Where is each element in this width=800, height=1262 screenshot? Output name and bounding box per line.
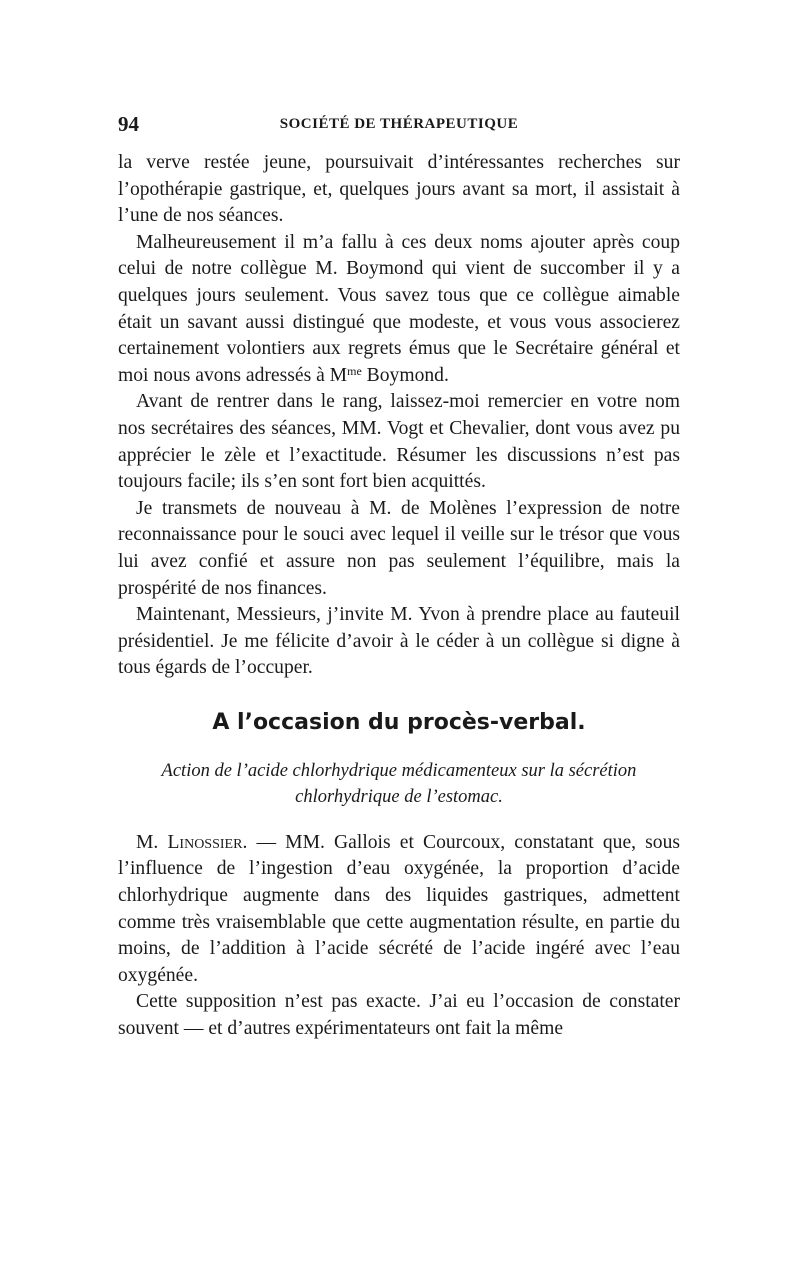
- paragraph: la verve restée jeune, poursuivait d’intéressantes recherches sur l’opothérapie gastrique, et, quelques jours avant sa mort, il assistait à l’une de nos séances.: [118, 152, 680, 227]
- paragraph: Maintenant, Messieurs, j’invite M. Yvon à prendre place au fauteuil présidentiel. Je me félicite d’avoir à le céder à un collègue si digne à tous égards de l’occuper.: [118, 604, 680, 679]
- paragraph-text: Malheureusement il m’a fallu à ces deux noms ajouter après coup celui de notre collègue M. Boymond qui vient de succomber il y a quelques jours seulement. Vous savez tous que ce collègue aimable était un savant aussi distingué que modeste, et vous vous associerez certainement volontiers aux regrets émus que le Secrétaire général et moi nous avons adressés à M: [118, 231, 680, 386]
- speaker-name-smallcaps: inossier: [179, 831, 243, 853]
- superscript: me: [347, 363, 362, 378]
- paragraph: Cette supposition n’est pas exacte. J’ai eu l’occasion de constater souvent — et d’autres expérimentateurs ont fait la même: [118, 991, 680, 1040]
- paragraph-text: Boymond.: [361, 364, 449, 386]
- section-subtitle: Action de l’acide chlorhydrique médicamenteux sur la sécrétion chlorhydrique de l’estomac.: [161, 760, 637, 807]
- page-header: [118, 112, 680, 142]
- paragraph-text: . — MM. Gallois et Courcoux, constatant que, sous l’influence de l’ingestion d’eau oxygénée, la proportion d’acide chlorhydrique augmente dans des liquides gastriques, admettent comme très vraisemblable que cette augmentation résulte, en partie du moins, de l’addition à l’acide sécrété de l’acide ingéré avec l’eau oxygénée.: [118, 831, 681, 986]
- paragraph: Je transmets de nouveau à M. de Molènes l’expression de notre reconnaissance pour le souci avec lequel il veille sur le trésor que vous lui avez confié et assure non pas seulement l’équilibre, mais la prospérité de nos finances.: [118, 497, 680, 599]
- body-text: [118, 150, 680, 1043]
- section-title: A l’occasion du procès-verbal.: [212, 709, 586, 735]
- speaker-name: M. L: [136, 831, 180, 853]
- paragraph: [118, 830, 680, 990]
- paragraph: Avant de rentrer dans le rang, laissez-moi remercier en votre nom nos secrétaires des séances, MM. Vogt et Chevalier, dont vous avez pu apprécier le zèle et l’exactitude. Résumer les discussions n’est pas toujours facile; ils s’en sont fort bien acquittés.: [118, 391, 680, 493]
- page-number: 94: [118, 112, 139, 136]
- paragraph: [118, 230, 680, 390]
- running-head: SOCIÉTÉ DE THÉRAPEUTIQUE: [279, 116, 519, 132]
